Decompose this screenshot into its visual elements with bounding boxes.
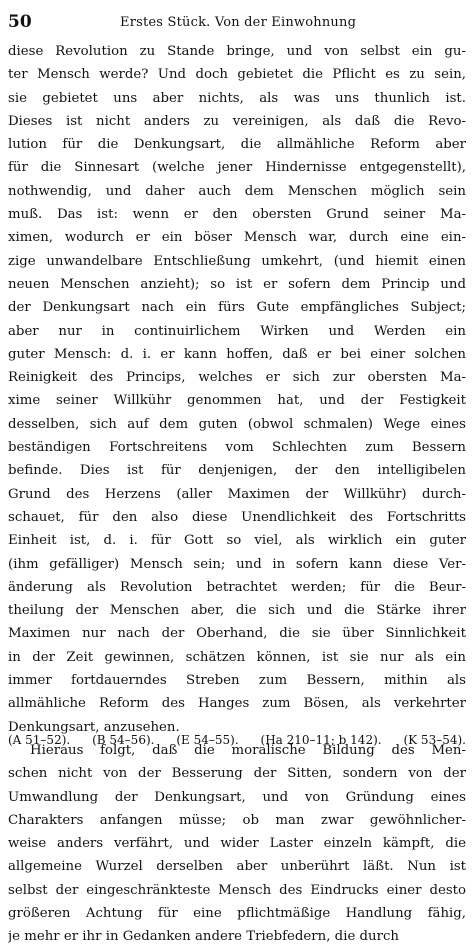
running-head: Erstes Stück. Von der Einwohnung (120, 15, 357, 30)
text-line: allmähliche Reform des Hanges zum Bösen, als verkehrter (8, 696, 466, 712)
text-line: nothwendig, und daher auch dem Menschen möglich sein (8, 183, 466, 199)
text-line: theilung der Menschen aber, die sich und die Stärke ihrer (8, 603, 466, 619)
text-line: diese Revolution zu Stande bringe, und von selbst ein gu- (8, 44, 466, 59)
text-line: Reinigkeit des Princips, welches er sich zur obersten Ma- (8, 370, 466, 386)
edition-ref: (K 53–54). (403, 733, 466, 747)
page-header (8, 12, 466, 38)
text-line: schen nicht von der Besserung der Sitten, sondern von der (8, 766, 466, 782)
text-line: Denkungsart, anzusehen. (8, 719, 180, 735)
text-line: Grund des Herzens (aller Maximen der Willkühr) durch- (8, 486, 466, 502)
text-line: beständigen Fortschreitens vom Schlechten zum Bessern (8, 440, 466, 456)
text-line: desselben, sich auf dem guten (obwol schmalen) Wege eines (8, 416, 466, 432)
text-line: muß. Das ist: wenn er den obersten Grund seiner Ma- (8, 207, 466, 223)
text-line: Hieraus folgt, daß die moralische Bildung des Men- (30, 742, 466, 758)
edition-ref: (A 51–52). (8, 733, 71, 747)
text-line: Umwandlung der Denkungsart, und von Gründung eines (8, 789, 466, 805)
text-line: der Denkungsart nach ein fürs Gute empfängliches Subject; (8, 300, 466, 316)
text-line: xime seiner Willkühr genommen hat, und der Festigkeit (8, 393, 466, 409)
text-line: neuen Menschen anzieht); so ist er sofern dem Princip und (8, 276, 466, 292)
text-line: sie gebietet uns aber nichts, als was uns thunlich ist. (8, 90, 466, 106)
edition-ref: (E 54–55). (176, 733, 239, 747)
text-line: in der Zeit gewinnen, schätzen können, ist sie nur als ein (8, 649, 466, 665)
text-line: allgemeine Wurzel derselben aber unberührt läßt. Nun ist (8, 859, 466, 875)
body-text (8, 40, 466, 949)
text-line: Maximen nur nach der Oberhand, die sie über Sinnlichkeit (8, 626, 466, 642)
text-line: Dieses ist nicht anders zu vereinigen, als daß die Revo- (8, 113, 466, 129)
text-line: für die Sinnesart (welche jener Hindernisse entgegenstellt), (8, 160, 466, 176)
text-line: ximen, wodurch er ein böser Mensch war, durch eine ein- (8, 230, 466, 246)
text-line: je mehr er ihr in Gedanken andere Triebfedern, die durch (8, 929, 399, 945)
text-line: selbst der eingeschränkteste Mensch des Eindrucks einer desto (8, 882, 466, 898)
text-line: Einheit ist, d. i. für Gott so viel, als wirklich ein guter (8, 533, 466, 549)
edition-ref: (B 54–56). (92, 733, 155, 747)
text-line: lution für die Denkungsart, die allmähliche Reform aber (8, 137, 466, 153)
text-line: ter Mensch werde? Und doch gebietet die Pflicht es zu sein, (8, 67, 466, 83)
text-line: zige unwandelbare Entschließung umkehrt, (und hiemit einen (8, 253, 466, 269)
text-line: immer fortdauerndes Streben zum Bessern, mithin als (8, 673, 466, 689)
text-line: änderung als Revolution betrachtet werden; für die Beur- (8, 579, 466, 595)
text-line: (ihm gefälliger) Mensch sein; und in sofern kann diese Ver- (8, 556, 466, 572)
text-line: größeren Achtung für eine pflichtmäßige Handlung fähig, (8, 905, 466, 921)
text-line: aber nur in continuirlichem Wirken und Werden ein (8, 323, 466, 339)
page-number: 50 (8, 12, 32, 32)
edition-references (8, 733, 466, 747)
edition-ref: (Ha 210–11; b 142). (260, 733, 382, 747)
text-line: weise anders verfährt, und wider Laster einzeln kämpft, die (8, 836, 466, 852)
text-line: Charakters anfangen müsse; ob man zwar gewöhnlicher- (8, 812, 466, 828)
text-line: schauet, für den also diese Unendlichkeit des Fortschritts (8, 509, 466, 525)
text-line: befinde. Dies ist für denjenigen, der den intelligibelen (8, 463, 466, 479)
text-line: guter Mensch: d. i. er kann hoffen, daß er bei einer solchen (8, 346, 466, 362)
